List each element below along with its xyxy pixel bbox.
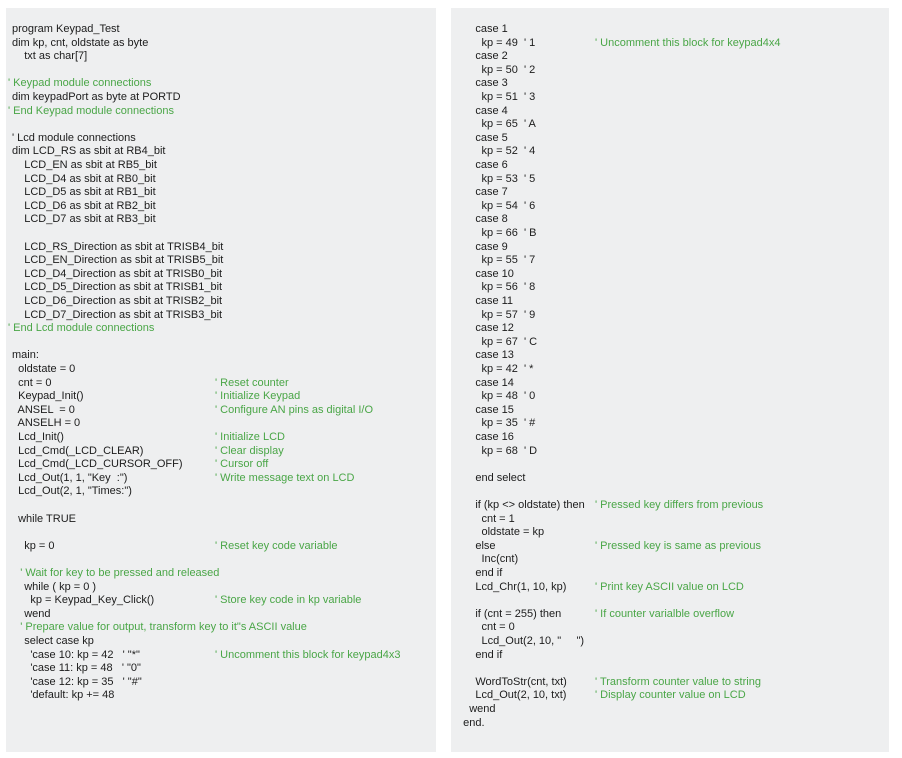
code-line <box>6 295 436 309</box>
code-text: case 15 <box>457 403 514 416</box>
code-line <box>6 173 436 187</box>
code-line <box>451 649 889 663</box>
code-comment: ' If counter varialble overflow <box>595 607 735 620</box>
code-text: LCD_RS_Direction as sbit at TRISB4_bit <box>12 240 224 253</box>
code-line <box>6 662 436 676</box>
code-line <box>451 200 889 214</box>
code-line <box>6 200 436 214</box>
code-line <box>6 540 436 554</box>
code-line <box>451 295 889 309</box>
code-text: LCD_EN_Direction as sbit at TRISB5_bit <box>12 254 224 267</box>
code-line <box>6 23 436 37</box>
code-text: Lcd_Out(2, 10, " ") <box>457 635 585 647</box>
code-line <box>6 445 436 459</box>
code-line <box>451 608 889 622</box>
code-text: Lcd_Cmd(_LCD_CURSOR_OFF) <box>12 458 183 471</box>
code-text: case 8 <box>457 213 508 226</box>
code-line <box>6 567 436 581</box>
code-text: end if <box>457 567 503 579</box>
code-line <box>6 608 436 622</box>
code-line <box>451 553 889 567</box>
left-code-panel <box>6 8 436 752</box>
code-text: kp = 56 ' 8 <box>457 281 536 294</box>
code-comment: ' Reset counter <box>215 376 289 389</box>
code-line <box>6 227 436 241</box>
code-comment: ' Initialize LCD <box>215 431 285 443</box>
code-text: kp = 50 ' 2 <box>457 63 536 76</box>
code-text: case 11 <box>457 295 514 307</box>
code-comment: ' Pressed key differs from previous <box>595 499 764 511</box>
code-comment: ' Print key ASCII value on LCD <box>595 580 744 593</box>
code-line <box>451 621 889 635</box>
code-text: LCD_D4_Direction as sbit at TRISB0_bit <box>12 267 223 280</box>
code-text: case 12 <box>457 322 514 335</box>
code-line <box>451 281 889 295</box>
code-line <box>451 105 889 119</box>
code-text: Lcd_Out(1, 1, "Key :") <box>12 471 128 484</box>
code-line <box>6 145 436 159</box>
code-text: kp = 48 ' 0 <box>457 390 536 403</box>
code-text: wend <box>457 703 496 715</box>
code-line <box>6 472 436 486</box>
code-line <box>6 689 436 703</box>
code-text: case 13 <box>457 349 514 362</box>
code-text: case 9 <box>457 240 508 253</box>
code-text: LCD_D5_Direction as sbit at TRISB1_bit <box>12 281 223 294</box>
code-line <box>6 91 436 105</box>
code-text: cnt = 0 <box>457 621 515 634</box>
code-comment: ' Store key code in kp variable <box>215 594 362 607</box>
code-line <box>451 703 889 717</box>
code-text: kp = 51 ' 3 <box>457 91 536 103</box>
code-text: cnt = 0 <box>12 376 52 389</box>
code-comment: ' Write message text on LCD <box>215 471 355 484</box>
code-text: end. <box>457 716 485 729</box>
code-text: kp = 66 ' B <box>457 227 537 239</box>
code-text: ANSELH = 0 <box>12 417 81 430</box>
code-text: dim kp, cnt, oldstate as byte <box>12 36 149 49</box>
code-text: LCD_D5 as sbit at RB1_bit <box>12 186 156 199</box>
code-comment: ' Pressed key is same as previous <box>595 539 761 552</box>
code-line <box>6 159 436 173</box>
code-line <box>451 431 889 445</box>
code-line <box>451 445 889 459</box>
code-comment: ' End Lcd module connections <box>8 322 155 335</box>
code-text: WordToStr(cnt, txt) <box>457 675 567 688</box>
code-comment: ' Configure AN pins as digital I/O <box>215 403 374 416</box>
code-line <box>451 526 889 540</box>
code-line <box>451 390 889 404</box>
code-comment: ' Wait for key to be pressed and released <box>8 567 220 579</box>
code-line <box>6 417 436 431</box>
code-text: case 4 <box>457 104 508 117</box>
code-line <box>6 649 436 663</box>
code-text: kp = 42 ' * <box>457 363 534 375</box>
code-line <box>6 553 436 567</box>
code-line <box>6 526 436 540</box>
code-text: case 14 <box>457 376 514 389</box>
code-line <box>451 581 889 595</box>
code-comment: ' Uncomment this block for keypad4x4 <box>595 36 781 49</box>
code-line <box>451 173 889 187</box>
code-comment: ' Transform counter value to string <box>595 675 761 688</box>
code-line <box>451 309 889 323</box>
code-text: kp = 57 ' 9 <box>457 308 536 321</box>
code-text: kp = 53 ' 5 <box>457 172 536 185</box>
code-line <box>451 118 889 132</box>
code-line <box>451 254 889 268</box>
code-line <box>451 268 889 282</box>
code-text: main: <box>12 349 39 362</box>
code-line <box>6 581 436 595</box>
code-text: 'default: kp += 48 <box>12 689 115 702</box>
code-line <box>451 417 889 431</box>
code-text: case 16 <box>457 431 514 443</box>
code-line <box>6 254 436 268</box>
code-line <box>451 349 889 363</box>
code-line <box>451 186 889 200</box>
code-text: case 7 <box>457 186 508 199</box>
code-text: LCD_D6_Direction as sbit at TRISB2_bit <box>12 295 223 307</box>
code-text: Inc(cnt) <box>457 553 519 566</box>
code-text: Lcd_Out(2, 1, "Times:") <box>12 485 132 498</box>
code-line <box>6 363 436 377</box>
code-text: end if <box>457 648 503 661</box>
code-comment: ' Initialize Keypad <box>215 390 301 403</box>
code-line <box>451 717 889 731</box>
code-line <box>6 485 436 499</box>
code-text: case 2 <box>457 50 508 63</box>
code-line <box>451 37 889 51</box>
code-text: LCD_D4 as sbit at RB0_bit <box>12 172 156 185</box>
code-line <box>451 594 889 608</box>
code-line <box>451 513 889 527</box>
code-line <box>451 458 889 472</box>
code-line <box>6 64 436 78</box>
code-text: select case kp <box>12 635 94 647</box>
code-comment: ' Clear display <box>215 444 284 457</box>
code-line <box>451 635 889 649</box>
code-line <box>6 268 436 282</box>
code-text: Lcd_Init() <box>12 431 64 443</box>
code-line <box>451 485 889 499</box>
code-line <box>6 118 436 132</box>
code-line <box>451 377 889 391</box>
code-text: kp = 67 ' C <box>457 335 538 348</box>
code-text: dim LCD_RS as sbit at RB4_bit <box>12 145 166 158</box>
code-line <box>6 186 436 200</box>
code-text: kp = 68 ' D <box>457 444 538 457</box>
code-text: if (cnt = 255) then <box>457 607 562 620</box>
code-line <box>451 662 889 676</box>
code-line <box>451 159 889 173</box>
code-line <box>451 145 889 159</box>
code-line <box>6 77 436 91</box>
code-text: 'case 12: kp = 35 ' "#" <box>12 675 142 688</box>
code-text: while TRUE <box>12 512 76 525</box>
code-line <box>6 635 436 649</box>
code-line <box>451 64 889 78</box>
right-code-panel <box>451 8 889 752</box>
code-line <box>451 227 889 241</box>
code-text: case 6 <box>457 159 508 171</box>
code-line <box>6 458 436 472</box>
code-line <box>6 676 436 690</box>
code-line <box>6 499 436 513</box>
code-text: cnt = 1 <box>457 512 515 525</box>
code-line <box>6 377 436 391</box>
code-line <box>6 621 436 635</box>
code-text: program Keypad_Test <box>12 23 120 35</box>
code-line <box>451 132 889 146</box>
code-line <box>451 91 889 105</box>
code-text: else <box>457 539 496 552</box>
code-text: oldstate = 0 <box>12 363 76 375</box>
code-line <box>451 676 889 690</box>
code-text: case 3 <box>457 77 508 90</box>
code-text: LCD_D6 as sbit at RB2_bit <box>12 199 156 212</box>
code-text: while ( kp = 0 ) <box>12 580 97 593</box>
code-line <box>6 336 436 350</box>
code-text: wend <box>12 607 51 620</box>
code-comment: ' Prepare value for output, transform key to it"s ASCII value <box>8 621 307 634</box>
code-text: Lcd_Chr(1, 10, kp) <box>457 580 567 593</box>
code-text: Lcd_Out(2, 10, txt) <box>457 689 567 702</box>
code-text: kp = Keypad_Key_Click() <box>12 594 155 607</box>
code-comment: ' End Keypad module connections <box>8 104 174 117</box>
code-text: 'case 11: kp = 48 ' "0" <box>12 662 141 675</box>
code-line <box>451 363 889 377</box>
code-comment: ' Uncomment this block for keypad4x3 <box>215 648 401 661</box>
code-text: case 1 <box>457 23 508 35</box>
code-text: LCD_D7 as sbit at RB3_bit <box>12 213 156 226</box>
code-line <box>6 105 436 119</box>
code-line <box>6 322 436 336</box>
code-text: kp = 55 ' 7 <box>457 254 536 267</box>
code-text: kp = 49 ' 1 <box>457 36 536 49</box>
code-line <box>6 431 436 445</box>
code-line <box>6 132 436 146</box>
code-line <box>6 213 436 227</box>
code-text: Lcd_Cmd(_LCD_CLEAR) <box>12 444 144 457</box>
code-comment: ' Keypad module connections <box>8 77 152 90</box>
code-text: if (kp <> oldstate) then <box>457 499 585 511</box>
code-text: end select <box>457 471 526 484</box>
code-line <box>6 309 436 323</box>
code-line <box>6 50 436 64</box>
code-line <box>451 472 889 486</box>
code-text: kp = 35 ' # <box>457 417 536 430</box>
code-line <box>6 390 436 404</box>
code-text: case 10 <box>457 267 514 280</box>
code-text: txt as char[7] <box>12 50 88 63</box>
code-comment: ' Reset key code variable <box>215 539 338 552</box>
code-line <box>451 499 889 513</box>
code-line <box>6 594 436 608</box>
code-line <box>451 404 889 418</box>
code-text: oldstate = kp <box>457 526 545 539</box>
code-text: ' Lcd module connections <box>12 131 136 144</box>
code-line <box>6 349 436 363</box>
code-text: kp = 52 ' 4 <box>457 145 536 158</box>
code-line <box>451 23 889 37</box>
code-line <box>451 336 889 350</box>
code-line <box>6 37 436 51</box>
code-line <box>6 281 436 295</box>
code-text: kp = 65 ' A <box>457 118 536 131</box>
code-line <box>451 241 889 255</box>
code-line <box>451 567 889 581</box>
code-line <box>451 50 889 64</box>
code-text: LCD_EN as sbit at RB5_bit <box>12 159 157 171</box>
code-comment: ' Display counter value on LCD <box>595 689 746 702</box>
code-line <box>6 513 436 527</box>
code-line <box>6 241 436 255</box>
code-text: Keypad_Init() <box>12 390 84 403</box>
code-line <box>451 689 889 703</box>
code-line <box>451 77 889 91</box>
code-text: 'case 10: kp = 42 ' "*" <box>12 648 140 661</box>
code-line <box>451 322 889 336</box>
code-text: case 5 <box>457 131 508 144</box>
code-text: dim keypadPort as byte at PORTD <box>12 91 181 103</box>
code-text: kp = 54 ' 6 <box>457 199 536 212</box>
code-text: ANSEL = 0 <box>12 403 75 416</box>
code-comment: ' Cursor off <box>215 458 269 471</box>
code-line <box>451 540 889 554</box>
code-line <box>451 213 889 227</box>
code-text: LCD_D7_Direction as sbit at TRISB3_bit <box>12 308 223 321</box>
code-text: kp = 0 <box>12 539 55 552</box>
code-line <box>6 404 436 418</box>
